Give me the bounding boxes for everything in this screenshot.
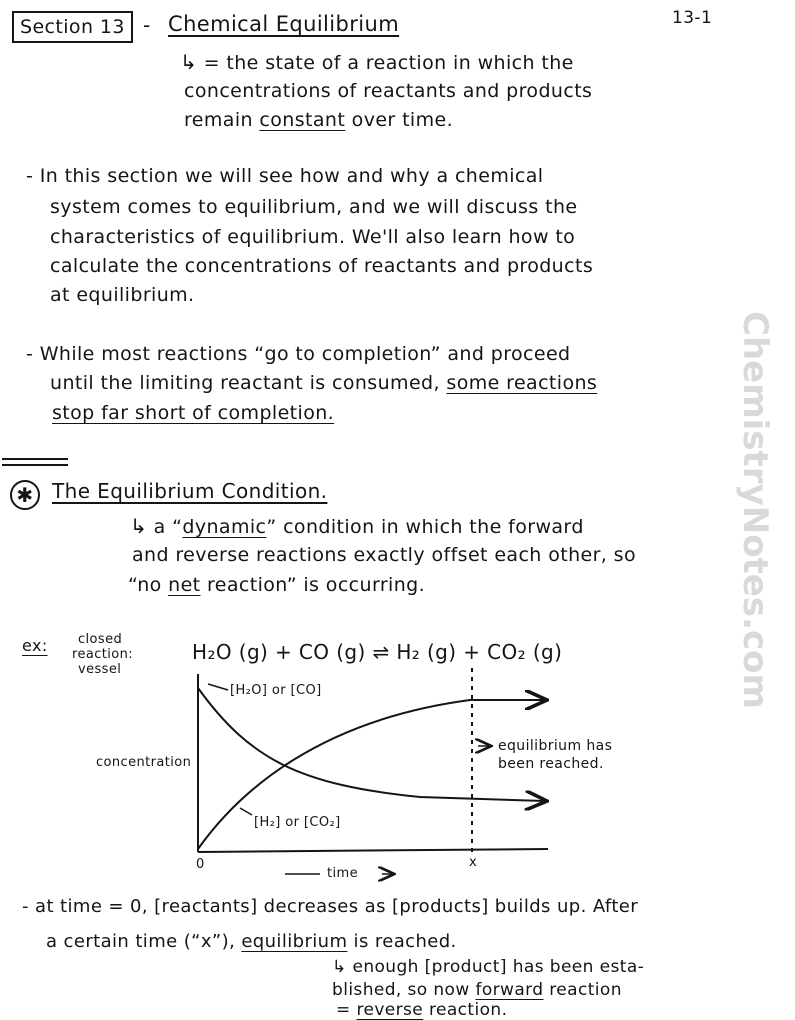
para2-line-3: stop far short of completion. — [52, 402, 335, 424]
para3-line-2b: is reached. — [353, 931, 457, 952]
watermark-text: ChemistryNotes.com — [735, 311, 775, 709]
x-axis — [198, 849, 548, 852]
para3-note-2a: blished, so now — [332, 980, 470, 1000]
hook-arrow-icon: ↳ — [332, 957, 347, 977]
y-axis-label: concentration — [96, 755, 192, 770]
reactant-curve-label: [H₂O] or [CO] — [230, 683, 322, 698]
para2-line-2a: until the limiting reactant is consumed, — [50, 372, 440, 394]
condition-line-3b: reaction” is occurring. — [206, 574, 426, 596]
origin-label: 0 — [196, 857, 205, 872]
condition-line-1b: ” condition in which the forward — [266, 516, 584, 538]
some-reactions-text: some reactions — [446, 372, 598, 394]
equilibrium-note-2: been reached. — [498, 756, 604, 772]
definition-text-1: = the state of a reaction in which the — [203, 52, 574, 74]
definition-line-2: concentrations of reactants and products — [184, 80, 593, 102]
ex-label: ex: — [22, 636, 48, 655]
definition-text-3: remain — [184, 109, 253, 131]
vessel-line-1: closed — [78, 632, 123, 647]
dynamic-word: dynamic — [182, 516, 267, 538]
watermark — [735, 311, 775, 709]
forward-word: forward — [475, 980, 544, 1000]
x-mark-label: x — [469, 855, 478, 870]
reverse-word: reverse — [356, 1000, 424, 1020]
page-number: 13-1 — [672, 8, 713, 28]
para1-line-5: at equilibrium. — [50, 284, 195, 306]
definition-tail: over time. — [351, 109, 454, 131]
para1-line-2: system comes to equilibrium, and we will discuss the — [50, 196, 578, 218]
vessel-line-3: vessel — [78, 662, 122, 677]
section-label-box: Section 13 — [12, 11, 133, 43]
para3-note-2 — [332, 980, 622, 1000]
constant-word: constant — [259, 109, 346, 131]
equilibrium-note-1: equilibrium has — [498, 738, 613, 754]
page-title: Chemical Equilibrium — [168, 12, 400, 36]
equilibrium-word: equilibrium — [241, 931, 348, 952]
para3-note-1-text: enough [product] has been esta- — [352, 957, 645, 977]
product-curve-label: [H₂] or [CO₂] — [254, 815, 341, 830]
product-curve — [198, 700, 545, 849]
circled-asterisk-icon: ✱ — [10, 480, 40, 510]
product-label-leader — [240, 808, 252, 815]
vessel-line-2: reaction: — [72, 647, 134, 662]
reaction-equation: H₂O (g) + CO (g) ⇌ H₂ (g) + CO₂ (g) — [192, 640, 563, 664]
time-label: time — [327, 866, 358, 881]
para2-line-1: - While most reactions “go to completion” and proceed — [26, 343, 571, 365]
para3-line-2 — [46, 927, 457, 956]
reactant-label-leader — [208, 684, 228, 690]
para1-line-4: calculate the concentrations of reactants and products — [50, 255, 594, 277]
para3-note-3a: = — [336, 1000, 351, 1020]
para3-note-2b: reaction — [549, 980, 622, 1000]
net-word: net — [168, 574, 201, 596]
condition-line-2: and reverse reactions exactly offset each other, so — [132, 544, 637, 566]
para3-note-3 — [336, 1000, 507, 1020]
condition-line-1a: a “ — [153, 516, 183, 538]
title-dash: - — [143, 13, 151, 37]
para1-line-3: characteristics of equilibrium. We'll also learn how to — [50, 226, 576, 248]
para3-note-3b: reaction. — [428, 1000, 508, 1020]
para3-line-1: - at time = 0, [reactants] decreases as [products] builds up. After — [22, 896, 639, 917]
hook-arrow-icon: ↳ — [130, 514, 148, 538]
para3-line-2a: a certain time (“x”), — [46, 931, 236, 952]
para1-line-1: - In this section we will see how and why a chemical — [26, 165, 544, 187]
para3-note-1 — [332, 957, 644, 977]
condition-title: The Equilibrium Condition. — [52, 479, 328, 503]
hook-arrow-icon: ↳ — [180, 50, 198, 74]
reactant-curve — [198, 688, 545, 801]
condition-line-3a: “no — [128, 574, 162, 596]
